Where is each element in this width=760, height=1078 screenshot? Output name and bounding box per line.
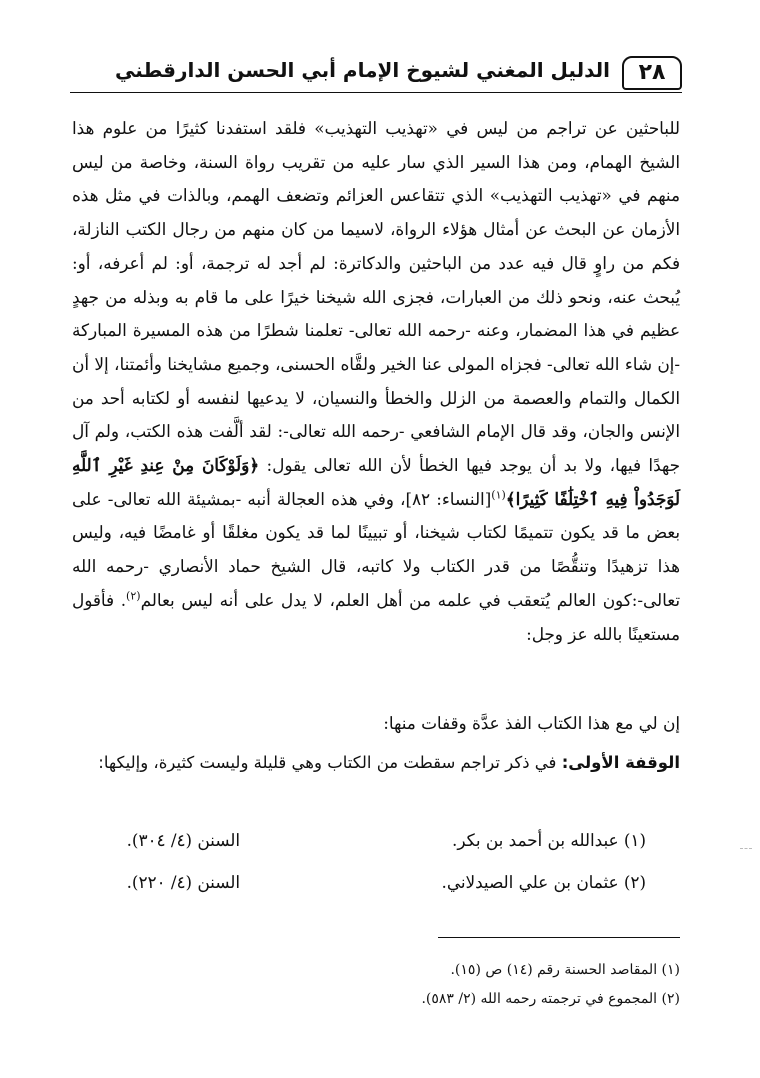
missing-entries-list [72,826,680,910]
paragraph-closing: . فأقول مستعينًا بالله عز وجل: [72,589,680,644]
running-title: الدليل المغني لشيوخ الإمام أبي الحسن الدارقطني [115,58,610,82]
quran-verse: ﴿وَلَوْكَانَ مِنْ عِندِ غَيْرِ ٱللَّهِ لَوَجَدُواْ فِيهِ ٱخْتِلَٰفًا كَثِيرًا﴾ [72,455,680,509]
header-rule [70,92,682,93]
footnote-marker-2: (٢) [126,589,141,603]
paragraph-text: للباحثين عن تراجم من ليس في «تهذيب التهذيب» فلقد استفدنا كثيرًا من علوم هذا الشيخ الهمام، ومن هذا السير الذي سار عليه من تقريب رواة السنة، وخاصة من ليس منهم في «تهذيب التهذيب» الذي تتقاعس العزائم وتضعف الهمم، وبالذات في مثل هذه الأزمان عن البحث عن أمثال هؤلاء الرواة، لاسيما من كان منهم من رجال الكتب النازلة، فكم من راوٍ قال فيه عدد من الباحثين والدكاترة: لم أجد له ترجمة، أو: لم أعرفه، أو: يُبحث عنه، ونحو ذلك من العبارات، فجزى الله شيخنا خيرًا على ما قام به وبذله من جهدٍ عظيم في هذا المضمار، وعنه -رحمه الله تعالى- تعلمنا شطرًا من هذه المسيرة المباركة -إن شاء الله تعالى- فجزاه المولى عنا الخير ولقَّاه الحسنى، وجميع مشايخنا وأئمتنا، إلا أن الكمال والتمام والعصمة من الزلل والخطأ والنسيان، لا يدعيها لنفسه أو لكتابه أحد من الإنس والجان، وقد قال الإمام الشافعي -رحمه الله تعالى-: لقد ألَّفت هذه الكتب، ولم آل جهدًا فيها، ولا بد أن يوجد فيها الخطأ لأن الله تعالى يقول: [72,118,680,476]
first-pause [72,745,680,781]
footnote-marker-1: (١) [491,488,506,502]
footnotes [72,956,680,1014]
entry-name: (٢) عثمان بن علي الصيدلاني. [441,872,646,892]
footnote-separator [438,937,680,938]
first-pause-text: في ذكر تراجم سقطت من الكتاب وهي قليلة وليست كثيرة، وإليكها: [98,753,562,772]
main-paragraph [72,112,680,651]
entry-reference: السنن (٤/ ٣٠٤). [126,830,240,850]
entry-reference: السنن (٤/ ٢٢٠). [126,872,240,892]
paragraph-continuation: [النساء: ٨٢]، وفي هذه العجالة أنبه -بمشيئة الله تعالى- على بعض ما قد يكون تتميمًا لكتاب شيخنا، أو تبيينًا لما قد يكون مغلقًا أو غامضًا فيه، وليس هذا تزهيدًا وتنقُّصًا من قدر الكتاب ولا كاتبه، قال الشيخ حماد الأنصاري -رحمه الله تعالى-:كون العالم يُتعقب في علمه من أهل العلم، لا يدل على أنه ليس بعالم [72,488,681,610]
first-pause-label: الوقفة الأولى: [561,753,680,772]
list-item [72,826,680,868]
intro-line: إن لي مع هذا الكتاب الفذ عدَّة وقفات منها: [383,713,680,733]
entry-name: (١) عبدالله بن أحمد بن بكر. [452,830,646,850]
footnote-2: (٢) المجموع في ترجمته رحمه الله (٢/ ٥٨٣). [421,991,680,1007]
footnote-1: (١) المقاصد الحسنة رقم (١٤) ص (١٥). [450,962,680,978]
page-header [70,52,682,96]
list-item [72,868,680,910]
margin-mark [740,848,752,849]
page-number: ٢٨ [622,56,682,90]
